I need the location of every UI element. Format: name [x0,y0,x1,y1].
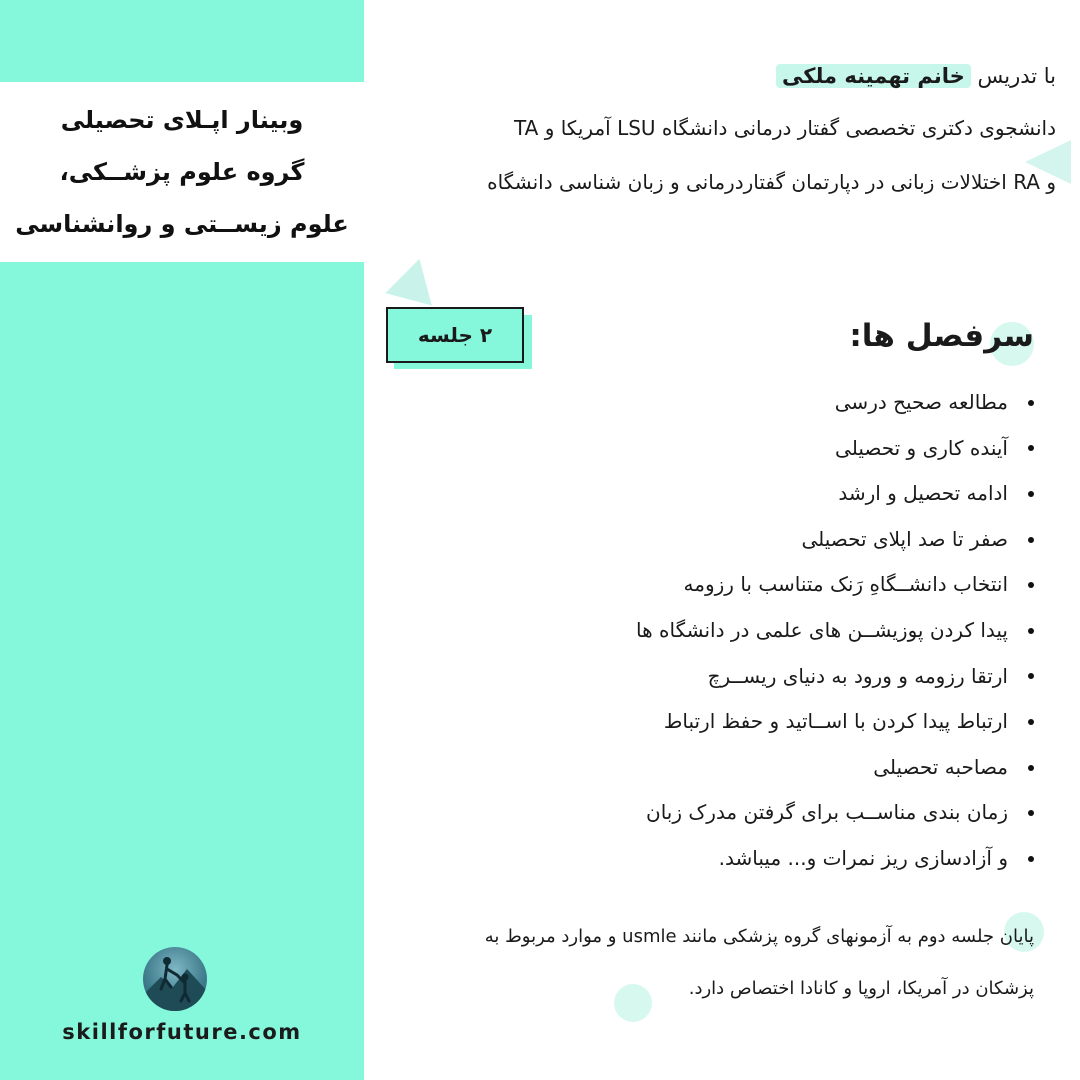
topic-text: ارتباط پیدا کردن با اســاتید و حفظ ارتباط [663,709,1008,734]
list-item [414,654,1034,700]
topic-text: مطالعه صحیح درسی [834,390,1008,414]
topic-text: ارتقا رزومه و ورود به دنیای ریســرچ [707,663,1008,688]
list-item [414,745,1034,791]
topics-list [414,380,1034,882]
list-item [414,517,1034,563]
webinar-title-line-2: گروه علوم پزشــکی، [59,158,305,186]
topic-text: پیدا کردن پوزیشــن های علمی در دانشگاه ها [636,617,1008,642]
topic-text: انتخاب دانشــگاهِ رَنک متناسب با رزومه [683,572,1008,597]
website-url[interactable]: skillforfuture.com [62,1020,302,1044]
topic-text: ادامه تحصیل و ارشد [838,481,1008,506]
footer-note-line-2: پزشکان در آمریکا، اروپا و کانادا اختصاص دارد. [688,978,1034,999]
climbers-helping-icon [143,947,207,1011]
instructor-bio-line-1: دانشجوی دکتری تخصصی گفتار درمانی دانشگاه LSU آمریکا و TA [513,116,1056,140]
bullet-icon [1028,445,1034,451]
webinar-title-line-1: وبینار اپـلای تحصیلی [60,106,304,134]
list-item [414,608,1034,654]
decorative-triangle [385,253,442,306]
list-item [414,471,1034,517]
bullet-icon [1028,673,1034,679]
instructor-prefix: با تدریس [977,64,1056,88]
webinar-title-line-3: علوم زیســتی و روانشناسی [15,210,349,238]
topic-text: آینده کاری و تحصیلی [835,435,1008,460]
bullet-icon [1028,628,1034,634]
list-item [414,426,1034,472]
bullet-icon [1028,400,1034,406]
topic-text: و آزادسازی ریز نمرات و... میباشد. [718,845,1008,870]
bullet-icon [1028,810,1034,816]
bullet-icon [1028,765,1034,771]
topics-heading: سرفصل ها: [849,318,1034,354]
list-item [414,699,1034,745]
bullet-icon [1028,582,1034,588]
instructor-bio-line-2: و RA اختلالات زبانی در دپارتمان گفتاردرمانی و زبان شناسی دانشگاه [487,170,1056,194]
topic-text: زمان بندی مناســب برای گرفتن مدرک زبان [646,800,1008,825]
bullet-icon [1028,491,1034,497]
instructor-line [376,64,1056,88]
webinar-title-box [0,82,364,262]
footer-note-line-1: پایان جلسه دوم به آزمونهای گروه پزشکی مانند usmle و موارد مربوط به [484,926,1034,947]
list-item [414,836,1034,882]
bullet-icon [1028,856,1034,862]
bullet-icon [1028,537,1034,543]
list-item [414,380,1034,426]
list-item [414,562,1034,608]
topic-text: مصاحبه تحصیلی [873,754,1008,779]
list-item [414,790,1034,836]
sessions-badge: ۲ جلسه [386,307,524,363]
topic-text: صفر تا صد اپلای تحصیلی [801,526,1008,551]
instructor-name: خانم تهمینه ملکی [776,64,971,88]
bullet-icon [1028,719,1034,725]
